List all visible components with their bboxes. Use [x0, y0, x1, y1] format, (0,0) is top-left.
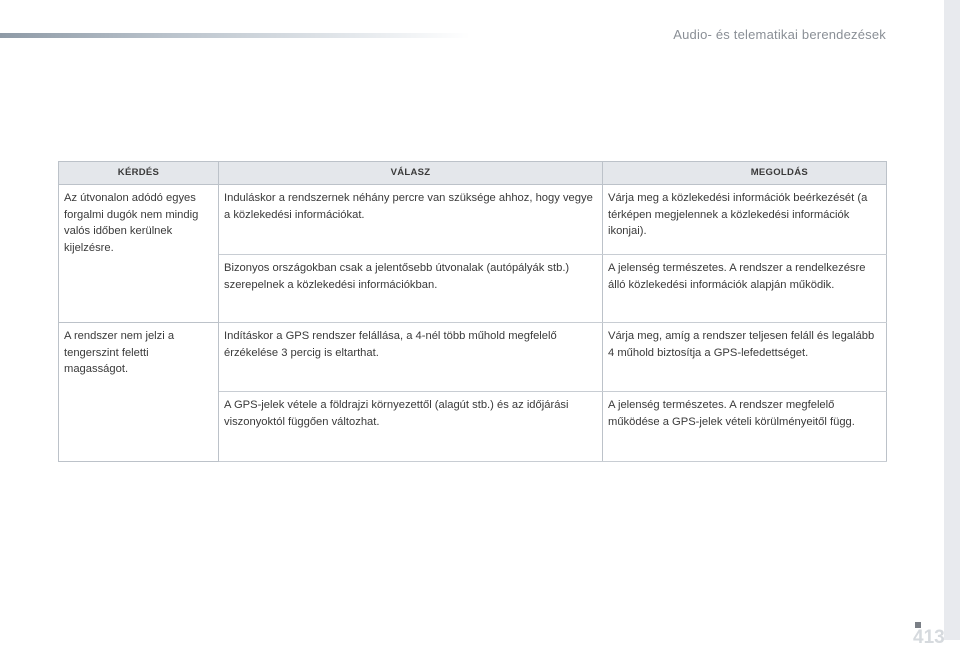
- solution-cell: Várja meg, amíg a rendszer teljesen feláll és legalább 4 műhold biztosítja a GPS-lefedettséget.: [603, 323, 887, 392]
- column-header-question: KÉRDÉS: [59, 162, 219, 185]
- answer-cell: Bizonyos országokban csak a jelentősebb útvonalak (autópályák stb.) szerepelnek a közlekedési információkban.: [219, 255, 603, 323]
- answer-cell: A GPS-jelek vétele a földrajzi környezettől (alagút stb.) és az időjárási viszonyoktól függően változhat.: [219, 392, 603, 462]
- page-number: 413: [913, 627, 945, 648]
- answer-cell: Indításkor a GPS rendszer felállása, a 4-nél több műhold megfelelő érzékelése 3 percig is eltarthat.: [219, 323, 603, 392]
- page-edge-strip: [944, 0, 960, 640]
- header-accent-bar: [0, 33, 470, 38]
- troubleshooting-table: [58, 161, 887, 462]
- solution-cell: A jelenség természetes. A rendszer a rendelkezésre álló közlekedési információk alapján működik.: [603, 255, 887, 323]
- solution-cell: A jelenség természetes. A rendszer megfelelő működése a GPS-jelek vételi körülményeitől függ.: [603, 392, 887, 462]
- question-cell: A rendszer nem jelzi a tengerszint feletti magasságot.: [59, 323, 219, 462]
- question-cell: Az útvonalon adódó egyes forgalmi dugók nem mindig valós időben kerülnek kijelzésre.: [59, 185, 219, 323]
- column-header-solution: MEGOLDÁS: [603, 162, 887, 185]
- answer-cell: Induláskor a rendszernek néhány percre van szüksége ahhoz, hogy vegye a közlekedési információkat.: [219, 185, 603, 255]
- page-header-title: Audio- és telematikai berendezések: [673, 27, 886, 42]
- table-row: [59, 323, 887, 392]
- table-row: [59, 185, 887, 255]
- solution-cell: Várja meg a közlekedési információk beérkezését (a térképen megjelennek a közlekedési információk ikonjai).: [603, 185, 887, 255]
- table-header-row: [59, 162, 887, 185]
- column-header-answer: VÁLASZ: [219, 162, 603, 185]
